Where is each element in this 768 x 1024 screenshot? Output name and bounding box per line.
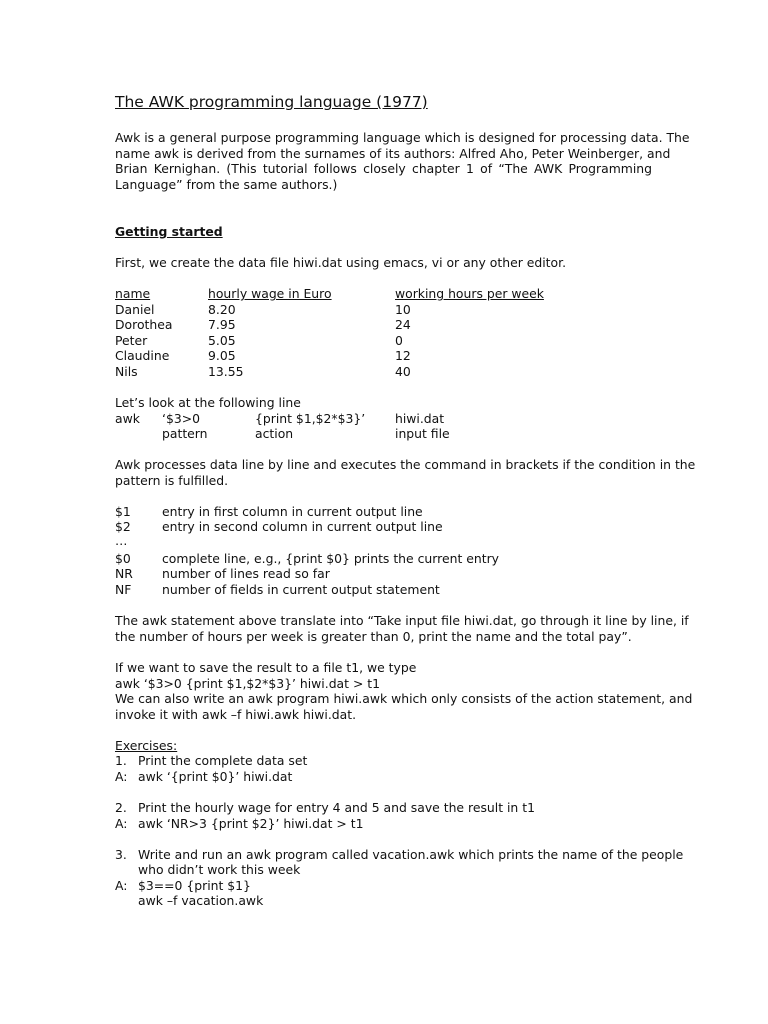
exercise-question: Print the complete data set [138, 753, 308, 768]
table-header-wage: hourly wage in Euro [208, 286, 332, 301]
table-header-hours: working hours per week [395, 286, 544, 301]
table-cell: Claudine [115, 348, 170, 363]
var-name: $0 [115, 551, 131, 566]
intro-paragraph [115, 130, 690, 192]
table-cell: 8.20 [208, 302, 236, 317]
process-line: Awk processes data line by line and executes the command in brackets if the condition in the [115, 457, 696, 472]
exercise-number: 2. [115, 800, 127, 815]
table-header-name: name [115, 286, 151, 301]
table-cell: 9.05 [208, 348, 236, 363]
save-line: If we want to save the result to a file t1, we type [115, 660, 417, 675]
var-name: NR [115, 566, 133, 581]
create-text: First, we create the data file hiwi.dat using emacs, vi or any other editor. [115, 255, 567, 270]
table-cell: 7.95 [208, 317, 236, 332]
answer-label: A: [115, 878, 128, 893]
translate-line: the number of hours per week is greater than 0, print the name and the total pay”. [115, 628, 632, 644]
table-cell: Dorothea [115, 317, 173, 332]
example-cmd-pattern: ‘$3>0 [162, 411, 200, 426]
intro-line: name awk is derived from the surnames of its authors: Alfred Aho, Peter Weinberger, and [115, 145, 671, 161]
answer-label: A: [115, 816, 128, 831]
table-cell: 24 [395, 317, 411, 332]
example-label-input-file: input file [395, 426, 450, 441]
var-name: $2 [115, 519, 131, 534]
table-cell: 13.55 [208, 364, 244, 379]
var-desc: entry in second column in current output line [162, 519, 443, 534]
answer-label: A: [115, 769, 128, 784]
example-label-action: action [255, 426, 294, 441]
example-cmd-action: {print $1,$2*$3}’ [255, 411, 366, 426]
save-paragraph [115, 660, 693, 722]
exercise-answer: awk ‘NR>3 {print $2}’ hiwi.dat > t1 [138, 816, 364, 831]
process-line: pattern is fulfilled. [115, 472, 229, 488]
table-cell: 40 [395, 364, 411, 379]
exercise-question: who didn’t work this week [138, 862, 301, 877]
table-cell: 10 [395, 302, 411, 317]
save-line: invoke it with awk –f hiwi.awk hiwi.dat. [115, 706, 357, 722]
exercise-question: Print the hourly wage for entry 4 and 5 and save the result in t1 [138, 800, 535, 815]
intro-line: Language” from the same authors.) [115, 176, 338, 192]
translate-line: The awk statement above translate into “Take input file hiwi.dat, go through it line by line, if [115, 613, 689, 628]
var-desc: number of lines read so far [162, 566, 330, 581]
example-cmd-awk: awk [115, 411, 140, 426]
save-line: We can also write an awk program hiwi.awk which only consists of the action statement, and [115, 691, 693, 706]
example-cmd-file: hiwi.dat [395, 411, 445, 426]
table-cell: 12 [395, 348, 411, 363]
example-label-pattern: pattern [162, 426, 208, 441]
var-name: NF [115, 582, 132, 597]
var-desc: entry in first column in current output line [162, 504, 423, 519]
process-paragraph [115, 457, 696, 488]
exercise-answer: awk ‘{print $0}’ hiwi.dat [138, 769, 293, 784]
exercise-number: 1. [115, 753, 127, 768]
var-ellipsis: … [115, 533, 128, 548]
table-cell: 5.05 [208, 333, 236, 348]
var-name: $1 [115, 504, 131, 519]
section-heading: Getting started [115, 224, 223, 239]
exercises-heading: Exercises: [115, 738, 178, 753]
table-cell: Peter [115, 333, 148, 348]
var-desc: number of fields in current output statement [162, 582, 440, 597]
var-desc: complete line, e.g., {print $0} prints the current entry [162, 551, 499, 566]
table-cell: Daniel [115, 302, 155, 317]
translate-paragraph [115, 613, 689, 644]
page-title: The AWK programming language (1977) [115, 93, 428, 111]
save-command: awk ‘$3>0 {print $1,$2*$3}’ hiwi.dat > t1 [115, 675, 381, 691]
exercise-question: Write and run an awk program called vacation.awk which prints the name of the people [138, 847, 684, 862]
table-cell: 0 [395, 333, 403, 348]
intro-line: Brian Kernighan. (This tutorial follows closely chapter 1 of “The AWK Programming [115, 161, 652, 176]
exercise-answer: $3==0 {print $1} [138, 878, 251, 893]
exercise-answer: awk –f vacation.awk [138, 893, 264, 908]
intro-line: Awk is a general purpose programming language which is designed for processing data. The [115, 130, 690, 145]
example-intro: Let’s look at the following line [115, 395, 301, 410]
table-cell: Nils [115, 364, 138, 379]
exercise-number: 3. [115, 847, 127, 862]
